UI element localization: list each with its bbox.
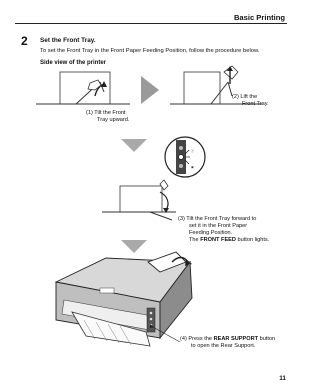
page-header-title: Basic Printing: [233, 13, 285, 22]
section-subhead: Side view of the printer: [40, 60, 107, 66]
printer-perspective-illustration: [56, 252, 192, 346]
arrow-down-icon-2: [121, 240, 147, 253]
side-view-tilt-up-illustration: [36, 72, 130, 104]
caption-step-3-line-4-suffix: button lights.: [235, 237, 270, 243]
caption-step-2-line-2: Front Tray.: [242, 101, 269, 107]
caption-step-3-line-2: set it in the Front Paper: [189, 223, 248, 229]
step-title: Set the Front Tray.: [40, 37, 96, 44]
caption-step-3-line-4: [178, 237, 269, 244]
caption-step-2-line-1: (2) Lift the: [232, 94, 258, 100]
svg-text:ⓢ: ⓢ: [191, 149, 195, 153]
step-number: 2: [21, 34, 28, 48]
arrow-down-icon: [121, 139, 147, 152]
caption-step-3-line-1: (3) Tilt the Front Tray forward to: [178, 216, 257, 222]
arrow-right-icon: [141, 76, 159, 104]
front-feed-label: FRONT FEED: [200, 237, 236, 243]
caption-step-3-line-4-prefix: The: [189, 237, 201, 243]
page-number: 11: [279, 375, 286, 382]
caption-step-3-line-3: Feeding Position.: [189, 230, 233, 236]
caption-step-1-line-1: (1) Tilt the Front: [86, 110, 126, 116]
caption-step-4-line-1: [180, 336, 275, 343]
caption-step-4-line-2: to open the Rear Support.: [191, 343, 256, 349]
caption-step-4-line-1-prefix: (4) Press the: [180, 336, 214, 342]
caption-step-4-line-1-suffix: button: [258, 336, 276, 342]
caption-step-1: [86, 110, 129, 124]
caption-step-2: [232, 94, 269, 108]
svg-text:▣: ▣: [191, 165, 195, 169]
caption-step-4: [180, 336, 275, 350]
caption-step-1-line-2: Tray upward.: [97, 117, 130, 123]
step-intro: To set the Front Tray in the Front Paper Feeding Position, follow the procedure below.: [40, 48, 260, 54]
rear-support-label: REAR SUPPORT: [213, 336, 259, 342]
caption-step-3: [178, 216, 269, 244]
side-view-tilt-forward-illustration: [102, 137, 205, 220]
